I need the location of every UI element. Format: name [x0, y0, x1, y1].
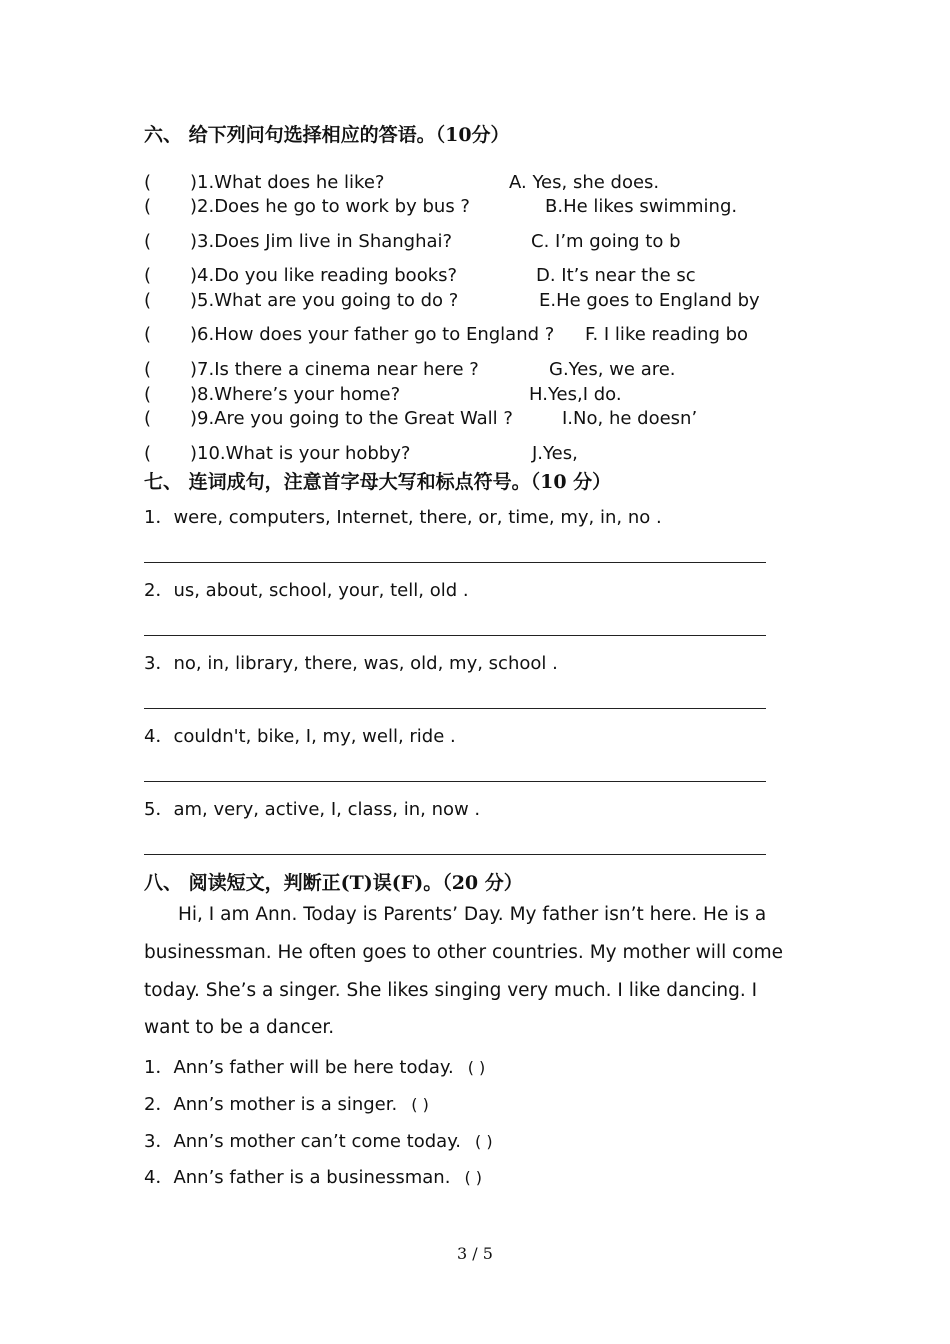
answer-option-e: E.He goes to England by	[539, 290, 760, 311]
question-row-8: ( )8.Where’s your home?	[144, 384, 401, 405]
statement-2: 2．Ann’s mother is a singer. ( )	[144, 1094, 429, 1115]
answer-option-j: J.Yes,	[532, 443, 578, 464]
page-number: 3 / 5	[457, 1244, 493, 1263]
answer-option-g: G.Yes, we are.	[549, 359, 676, 380]
question-row-5: ( )5.What are you going to do ?	[144, 290, 459, 311]
answer-option-h: H.Yes,I do.	[529, 384, 622, 405]
section-6-title: 六、 给下列问句选择相应的答语。（10分）	[144, 124, 510, 146]
answer-blank-1[interactable]: ( )	[467, 1058, 486, 1077]
answer-option-a: A. Yes, she does.	[509, 172, 660, 193]
answer-line-4[interactable]	[144, 781, 766, 782]
answer-blank-2[interactable]: ( )	[411, 1095, 429, 1114]
question-row-4: ( )4.Do you like reading books?	[144, 265, 458, 286]
statement-4: 4．Ann’s father is a businessman. ( )	[144, 1167, 483, 1188]
question-row-6: ( )6.How does your father go to England ?	[144, 324, 555, 345]
statement-1: 1．Ann’s father will be here today. ( )	[144, 1057, 486, 1078]
question-row-1: ( )1.What does he like?	[144, 172, 385, 193]
sentence-item-1: 1．were, computers, Internet, there, or, time, my, in, no .	[144, 507, 662, 528]
answer-blank-4[interactable]: ( )	[464, 1168, 483, 1187]
sentence-item-4: 4．couldn't, bike, I, my, well, ride .	[144, 726, 456, 747]
sentence-item-3: 3．no, in, library, there, was, old, my, school .	[144, 653, 558, 674]
answer-blank-3[interactable]: ( )	[475, 1132, 493, 1151]
answer-line-2[interactable]	[144, 635, 766, 636]
question-row-9: ( )9.Are you going to the Great Wall ?	[144, 408, 513, 429]
section-8-title: 八、 阅读短文，判断正(T)误(F)。（20 分）	[144, 872, 523, 894]
answer-line-3[interactable]	[144, 708, 766, 709]
question-row-10: ( )10.What is your hobby?	[144, 443, 411, 464]
statement-3: 3．Ann’s mother can’t come today. ( )	[144, 1131, 493, 1152]
answer-option-f: F. I like reading bo	[585, 324, 749, 345]
question-row-2: ( )2.Does he go to work by bus ?	[144, 196, 470, 217]
answer-option-c: C. I’m going to b	[531, 231, 681, 252]
sentence-item-2: 2．us, about, school, your, tell, old .	[144, 580, 469, 601]
question-row-7: ( )7.Is there a cinema near here ?	[144, 359, 479, 380]
question-row-3: ( )3.Does Jim live in Shanghai?	[144, 231, 453, 252]
section-7-title: 七、 连词成句，注意首字母大写和标点符号。（10 分）	[144, 471, 612, 493]
passage-line-3: today. She’s a singer. She likes singing very much. I like dancing. I	[144, 980, 758, 1001]
answer-line-1[interactable]	[144, 562, 766, 563]
answer-option-d: D. It’s near the sc	[536, 265, 696, 286]
answer-line-5[interactable]	[144, 854, 766, 855]
sentence-item-5: 5．am, very, active, I, class, in, now .	[144, 799, 481, 820]
answer-option-i: I.No, he doesn’	[562, 408, 698, 429]
passage-line-1: Hi, I am Ann. Today is Parents’ Day. My father isn’t here. He is a	[178, 904, 767, 925]
passage-line-2: businessman. He often goes to other countries. My mother will come	[144, 942, 783, 963]
answer-option-b: B.He likes swimming.	[545, 196, 738, 217]
passage-line-4: want to be a dancer.	[144, 1017, 335, 1038]
